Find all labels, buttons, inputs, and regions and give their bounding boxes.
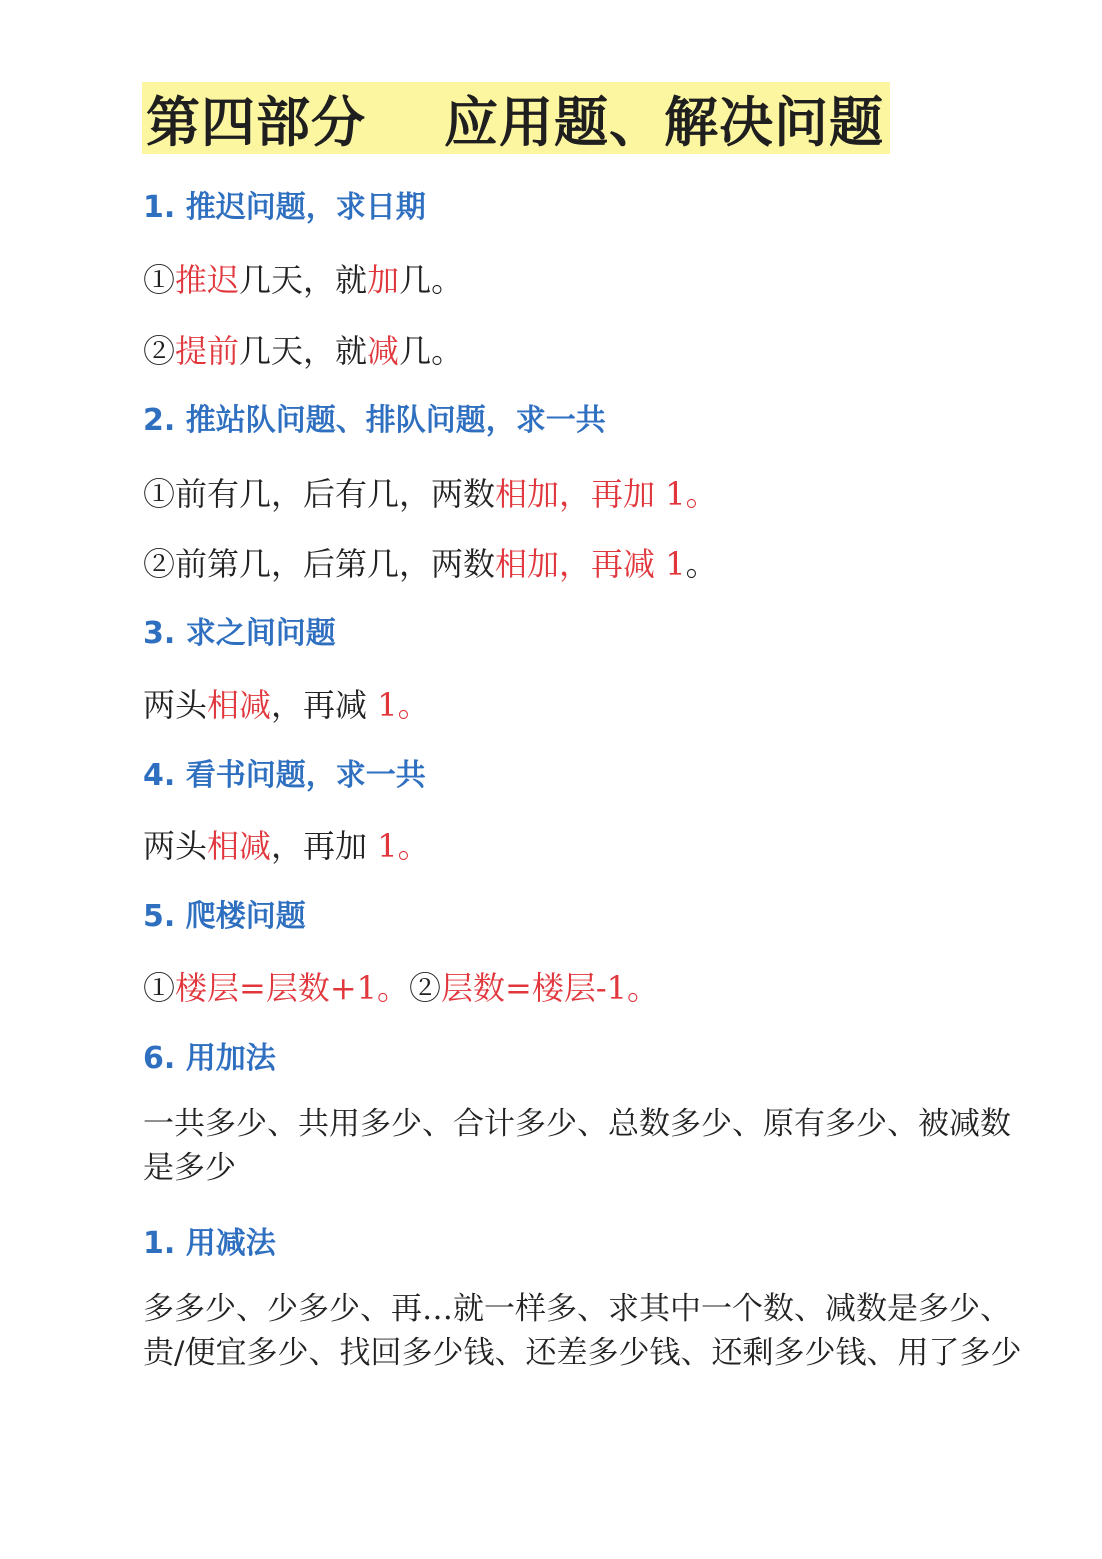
rule-line-between: 两头相减，再减 1。 <box>143 686 430 724</box>
section-heading-reading: 4. 看书问题，求一共 <box>143 758 426 793</box>
rule-line-queue-count: ①前有几，后有几，两数相加，再加 1。 <box>143 475 718 513</box>
rule-line-reading: 两头相减，再加 1。 <box>143 827 430 865</box>
page-title <box>142 82 890 154</box>
rule-line-delay: ①推迟几天，就加几。 <box>143 261 464 299</box>
section-heading-addition: 6. 用加法 <box>143 1041 276 1076</box>
paragraph-addition: 一共多少、共用多少、合计多少、总数多少、原有多少、被减数是多少 <box>143 1106 1011 1186</box>
rule-line-stairs: ①楼层=层数+1。②层数=楼层-1。 <box>143 969 660 1007</box>
title-topic: 应用题、解决问题 <box>444 90 884 154</box>
section-heading-subtraction: 1. 用减法 <box>143 1226 276 1261</box>
rule-line-queue-position: ②前第几，后第几，两数相加，再减 1。 <box>143 545 718 583</box>
section-heading-queue: 2. 推站队问题、排队问题，求一共 <box>143 403 606 438</box>
title-part: 第四部分 <box>146 90 366 154</box>
section-heading-stairs: 5. 爬楼问题 <box>143 899 306 934</box>
rule-line-advance: ②提前几天，就减几。 <box>143 332 464 370</box>
section-heading-delay: 1. 推迟问题，求日期 <box>143 190 426 225</box>
section-heading-between: 3. 求之间问题 <box>143 616 336 651</box>
paragraph-subtraction: 多多少、少多少、再…就一样多、求其中一个数、减数是多少、贵/便宜多少、找回多少钱、还差多少钱、还剩多少钱、用了多少 <box>143 1291 1022 1371</box>
